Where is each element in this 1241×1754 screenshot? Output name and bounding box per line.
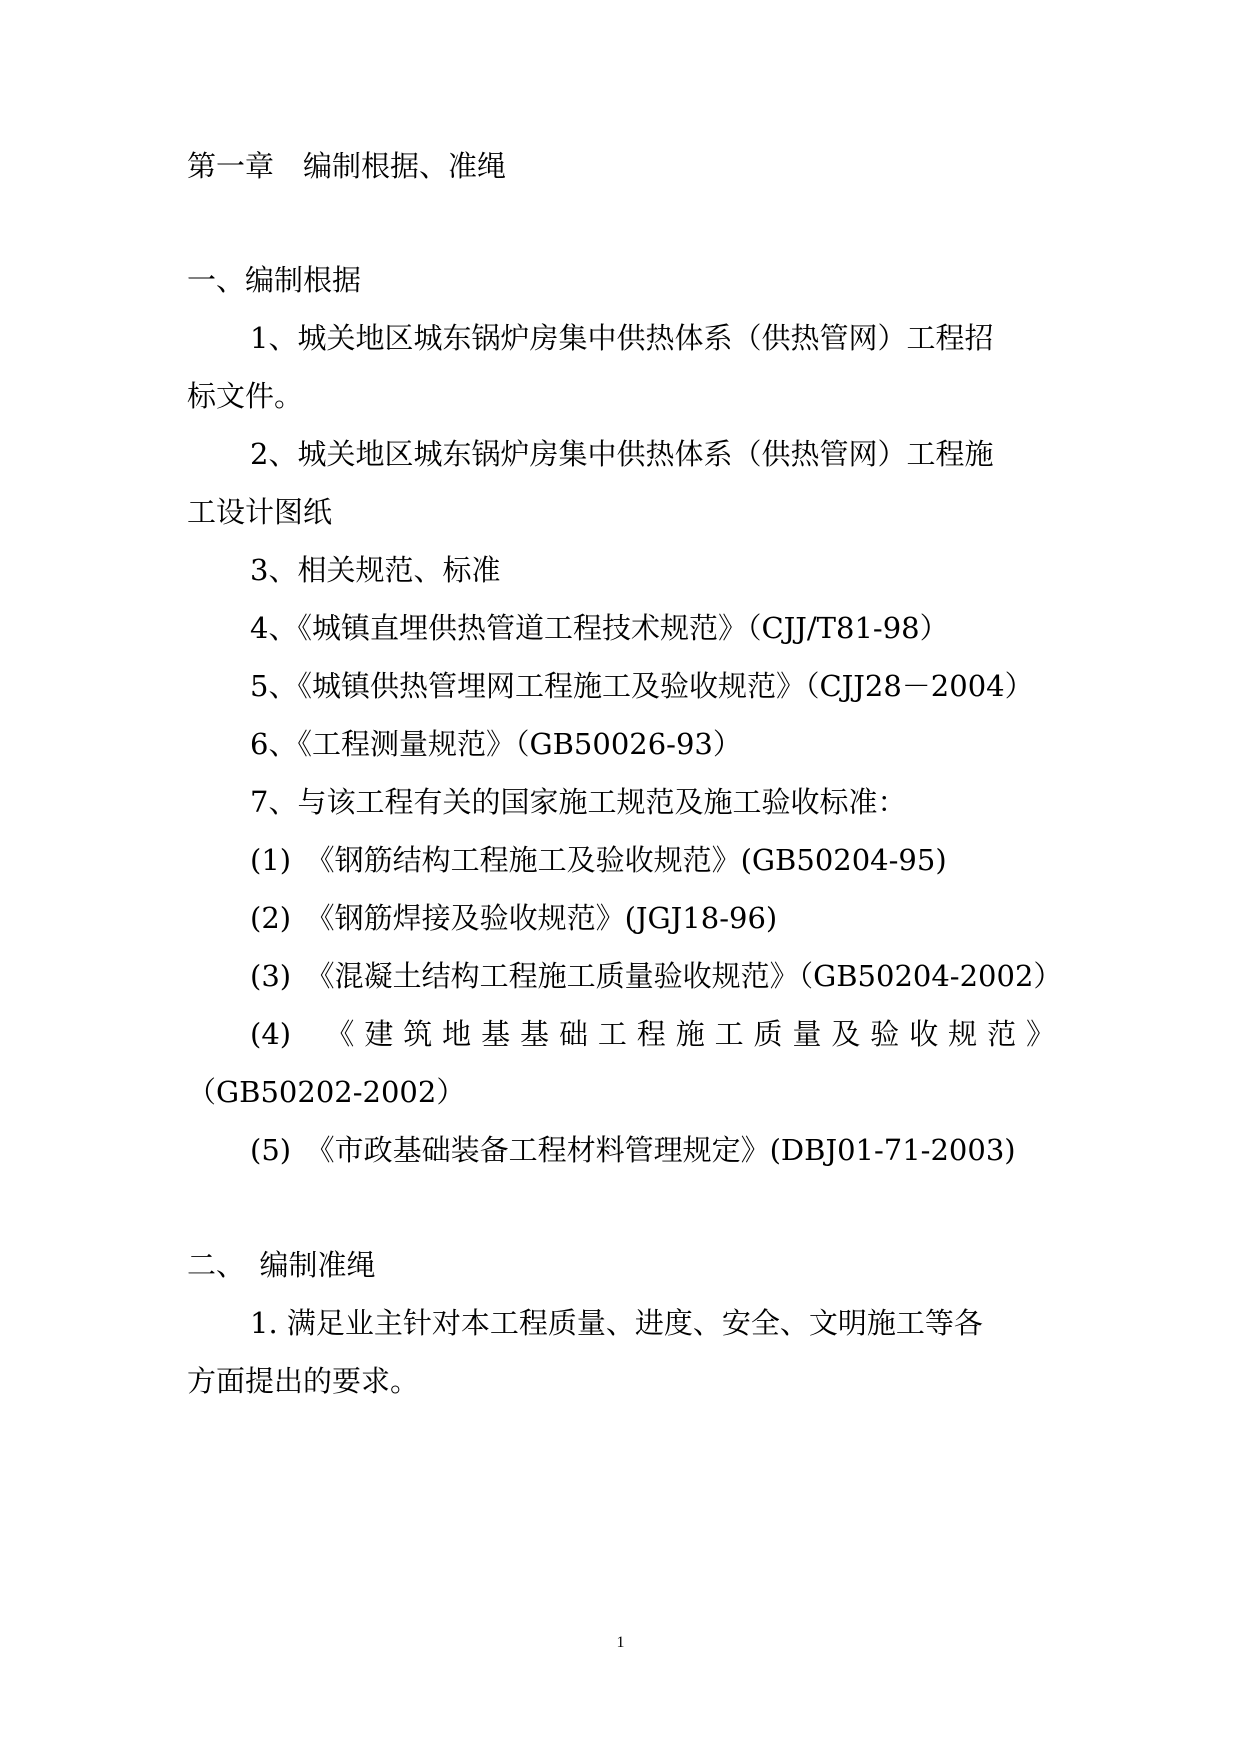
standard-item-2: (2) 《钢筋焊接及验收规范》(JGJ18-96) (250, 901, 778, 935)
standard-item-3: (3) 《混凝土结构工程施工质量验收规范》（GB50204-2002） (250, 959, 1063, 993)
standard-item-1: (1) 《钢筋结构工程施工及验收规范》(GB50204-95) (250, 843, 947, 877)
section1-item6: 6、《工程测量规范》（GB50026-93） (250, 727, 742, 761)
section1-item3: 3、相关规范、标准 (250, 553, 501, 587)
section1-heading: 一、编制根据 (187, 263, 362, 297)
standard-item-5: (5) 《市政基础装备工程材料管理规定》(DBJ01-71-2003) (250, 1133, 1016, 1167)
standard-item-4-line2: （GB50202-2002） (187, 1075, 466, 1109)
section1-item4: 4、《城镇直埋供热管道工程技术规范》（CJJ/T81-98） (250, 611, 949, 645)
section1-item5: 5、《城镇供热管埋网工程施工及验收规范》（CJJ28－2004） (250, 669, 1034, 703)
section1-item1-line1: 1、城关地区城东锅炉房集中供热体系（供热管网）工程招 (250, 321, 994, 355)
section1-item2-line2: 工设计图纸 (187, 495, 333, 529)
page-number: 1 (616, 1634, 625, 1651)
section2-item1-line2: 方面提出的要求。 (187, 1364, 420, 1398)
chapter-title: 第一章 编制根据、准绳 (187, 149, 507, 183)
standard-item-4-line1: (4) 《建筑地基基础工程施工质量及验收规范》 (250, 1017, 1055, 1051)
section1-item1-line2: 标文件。 (187, 379, 304, 413)
section1-item2-line1: 2、城关地区城东锅炉房集中供热体系（供热管网）工程施 (250, 437, 994, 471)
section1-item7: 7、与该工程有关的国家施工规范及施工验收标准： (250, 785, 907, 819)
section2-item1-line1: 1. 满足业主针对本工程质量、进度、安全、文明施工等各 (250, 1306, 983, 1340)
section2-heading: 二、 编制准绳 (187, 1248, 376, 1282)
